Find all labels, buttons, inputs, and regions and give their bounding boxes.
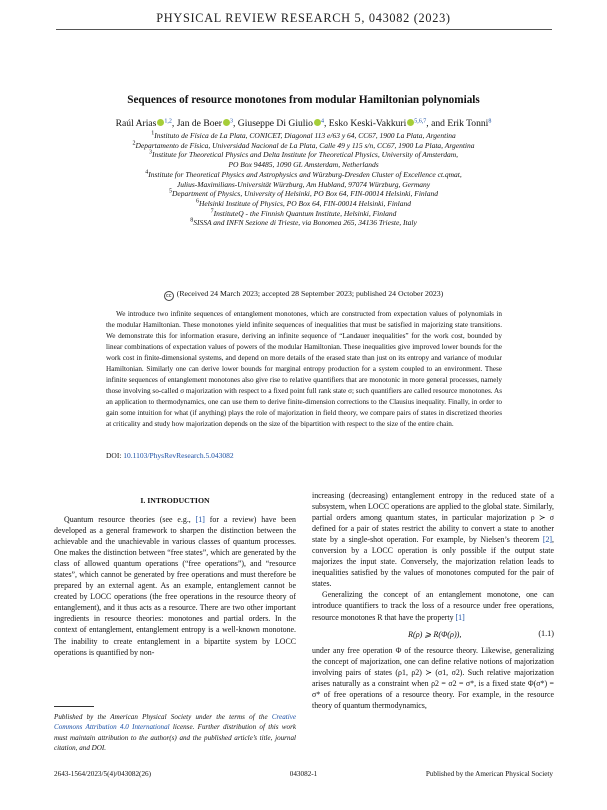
affiliation-number: 2 [132, 140, 136, 147]
author-name: Erik Tonni [447, 118, 489, 129]
author-name: Giuseppe Di Giulio [237, 118, 313, 129]
equation-number: (1.1) [538, 628, 554, 638]
header-rule [56, 29, 552, 30]
affiliation-line [0, 218, 607, 228]
affiliation-line [0, 170, 607, 180]
text-run: Generalizing the concept of an entanglement monotone, one can introduce quantifiers to track the loss of a resource under free operations, resource monotones R that have the property [312, 590, 554, 622]
footnote-rule [54, 706, 94, 707]
affiliation-text: Helsinki Institute of Physics, PO Box 64, FIN-00014 Helsinki, Finland [198, 198, 412, 208]
affiliation-number: 4 [145, 169, 149, 176]
text-run: Published by the American Physical Society under the terms of the [54, 713, 272, 721]
equation-expression: R(ρ) ⩾ R(Φ(ρ)), [408, 629, 462, 639]
license-link[interactable]: Creative Commons Attribution 4.0 International [54, 713, 296, 732]
author-separator: , [323, 118, 329, 129]
affiliation-number: 7 [210, 208, 214, 215]
affiliation-text: Julius-Maximilians-Universität Würzburg, Am Hubland, 97074 Würzburg, Germany [176, 179, 431, 189]
affiliation-line [0, 189, 607, 199]
author-separator: , and [426, 118, 448, 129]
footer-publisher: Published by the American Physical Society [425, 770, 553, 778]
affiliation-marker[interactable]: 1,2 [164, 118, 172, 125]
affiliation-line [0, 150, 607, 160]
affiliation-text: Instituto de Física de La Plata, CONICET, Diagonal 113 e/63 y 64, CC67, 1900 La Plata, Argentina [154, 131, 456, 140]
affiliation-text: Department of Physics, University of Helsinki, PO Box 64, FIN-00014 Helsinki, Finland [172, 189, 438, 199]
text-run: increasing (decreasing) entanglement entropy in the reduced state of a subsystem, when LOCC operations are applied to the global state. Similarly, partial orders among quantum states, in particular majorization ρ ≻ σ defined for a pair of states restrict the ability to convert a state to another state by a single-shot operation. For example, by Nielsen’s theorem [312, 491, 554, 545]
text-run: , conversion by a LOCC operation is only possible if the output state majorizes the input state. Conversely, the majorization relation leads to inequalities satisfied by the values of monotones computed for the pair of states. [312, 535, 554, 589]
citation-link[interactable]: [2] [542, 535, 553, 545]
left-column [54, 490, 296, 658]
affiliation-text: Departamento de Física, Universidad Nacional de La Plata, Calle 49 y 115 s/n, CC67, 1900 La Plata, Argentina [135, 140, 475, 150]
affiliation-number: 8 [190, 217, 194, 224]
journal-header: PHYSICAL REVIEW RESEARCH 5, 043082 (2023) [156, 11, 451, 25]
affiliation-number: 3 [148, 149, 152, 156]
citation-link[interactable]: [1] [195, 515, 205, 524]
license-footnote [54, 712, 296, 754]
doi-label: DOI: [106, 451, 122, 460]
intro-paragraph-2 [312, 589, 554, 622]
text-run: Quantum resource theories (see e.g., [64, 515, 196, 524]
author-list [0, 118, 607, 129]
footer-page-number: 043082-1 [289, 770, 318, 778]
author-name: Raúl Arias [115, 118, 157, 129]
affiliation-text: PO Box 94485, 1090 GL Amsterdam, Netherlands [228, 160, 379, 170]
doi-link[interactable]: 10.1103/PhysRevResearch.5.043082 [123, 451, 234, 460]
author-separator: , [171, 118, 177, 129]
author-separator: , [233, 118, 238, 129]
affiliation-line [0, 199, 607, 209]
affiliation-number: 6 [195, 198, 199, 205]
affiliation-line [0, 180, 607, 190]
intro-paragraph-1 [54, 514, 296, 658]
open-access-icon[interactable]: cc [164, 291, 174, 301]
affiliation-line [0, 209, 607, 219]
intro-paragraph-1-cont [312, 490, 554, 589]
affiliation-marker[interactable]: 3 [230, 118, 233, 125]
affiliation-line [0, 131, 607, 141]
affiliation-line [0, 160, 607, 170]
affiliation-number: 5 [169, 188, 172, 195]
affiliation-marker[interactable]: 8 [488, 118, 492, 125]
footer-issn: 2643-1564/2023/5(4)/043082(26) [54, 770, 152, 778]
author-name: Esko Keski-Vakkuri [328, 118, 407, 129]
orcid-icon[interactable] [314, 119, 321, 126]
affiliation-list [0, 131, 607, 228]
affiliation-line [0, 141, 607, 151]
received-text: (Received 24 March 2023; accepted 28 September 2023; published 24 October 2023) [176, 289, 444, 298]
text-run: license. Further distribution of this work must maintain attribution to the author(s) and the published article’s title, journal citation, and DOI. [54, 723, 296, 753]
equation-1-1 [312, 623, 554, 645]
text-run: for a review) have been developed as a general framework to sharpen the distinction between the achievable and the unachievable in various classes of quantum processes. One makes the distinction between “free states”, which are generated by the class of allowed quantum operations (“free operations”), and “resource states”, which cannot be generated by free operations and must therefore be prepared by an external agent. As an example, entanglement cannot be created by LOCC operations (the free operations in the resource theory of entanglement), and it thus acts as a resource. There are two other important ingredients in resource theories: monotones and partial orders. In the context of entanglement, entanglement entropy is a well-known monotone. The inability to create entanglement in a bipartite system by LOCC operations is quantified by non- [54, 515, 296, 657]
right-column [312, 490, 554, 711]
affiliation-text: SISSA and INFN Sezione di Trieste, via Bonomea 265, 34136 Trieste, Italy [193, 218, 417, 228]
intro-paragraph-3: under any free operation Φ of the resource theory. Likewise, generalizing the concept of majorization, one can define relative notions of majorization involving pairs of states (ρ1, ρ2) ≻ (σ1, σ2). Such relative majorization arises naturally as a constraint when ρ2 = σ2 = σ*, is a fixed state Φ(σ*) = σ* of free operations of a resource theory. For example, in the resource theory of quantum thermodynamics, [312, 645, 554, 710]
paper-title: Sequences of resource monotones from modular Hamiltonian polynomials [127, 94, 480, 106]
affiliation-text: Institute for Theoretical Physics and Delta Institute for Theoretical Physics, University of Amsterdam, [151, 150, 459, 160]
section-heading: I. INTRODUCTION [140, 496, 210, 505]
orcid-icon[interactable] [223, 119, 230, 126]
citation-link[interactable]: [1] [455, 612, 465, 622]
affiliation-marker[interactable]: 4 [320, 118, 324, 125]
abstract: We introduce two infinite sequences of entanglement monotones, which are constructed from expectation values of polynomials in the modular Hamiltonian. These monotones yield infinite sequences of inequalities that must be satisfied in majorizing state transitions. We demonstrate this for information erasure, deriving an infinite sequence of “Landauer inequalities” for the work cost, bounded by linear combinations of expectation values of powers of the modular Hamiltonian. These inequalities give improved lower bounds for the work cost in finite-dimensional systems, and depend on more details of the erased state than just on its entropy and variance of modular Hamiltonian. Similarly one can derive lower bounds for marginal entropy production for a system coupled to an environment. These infinite sequences of entanglement monotones also give rise to relative quantifiers that are monotonic in more general processes, namely those involving so-called σ majorization with respect to a fixed point full rank state σ; such quantifiers are called resource monotones. As an application to thermodynamics, one can use them to derive finite-dimension corrections to the Clausius inequality. Finally, in order to gain some intuition for what (if anything) plays the role of majorization in field theory, we compare pairs of states in discretized theories at criticality and study how majorization depends on the size of the bipartition with respect to the size of the entire chain. [106, 310, 502, 429]
received-dates [0, 289, 607, 301]
author-name: Jan de Boer [176, 118, 222, 129]
affiliation-marker[interactable]: 5,6,7 [414, 118, 427, 125]
affiliation-text: InstituteQ - the Finnish Quantum Institute, Helsinki, Finland [213, 208, 397, 218]
affiliation-number: 1 [151, 130, 155, 137]
affiliation-text: Institute for Theoretical Physics and Astrophysics and Würzburg-Dresden Cluster of Excellence ct.qmat, [148, 169, 462, 179]
doi-line [106, 451, 234, 460]
